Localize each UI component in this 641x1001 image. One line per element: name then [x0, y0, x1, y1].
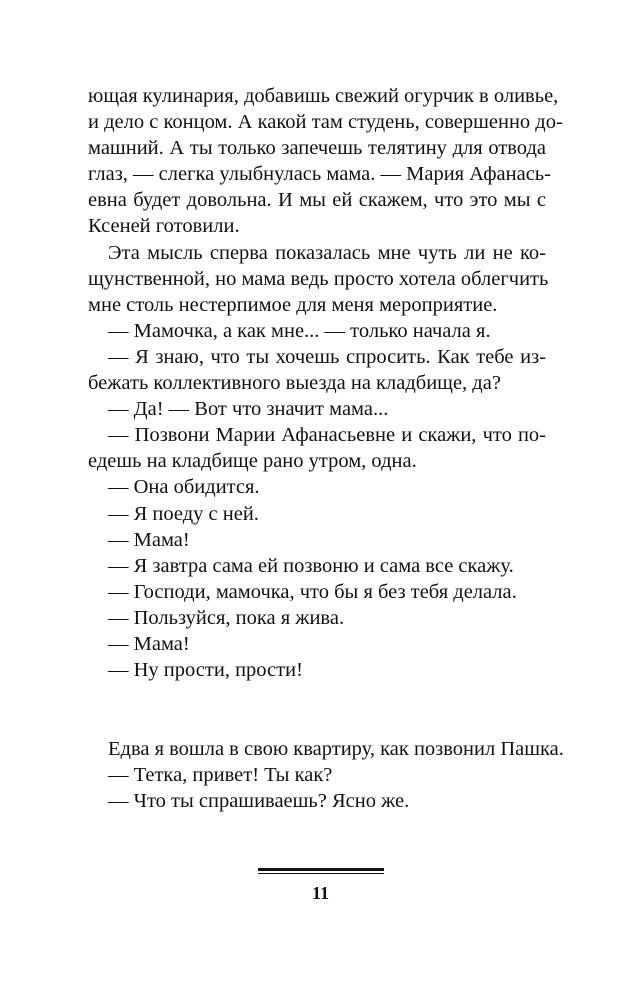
footer-rule-thin: [258, 873, 384, 874]
text-line: — Я поеду с ней.: [108, 502, 259, 525]
paragraph: [88, 605, 546, 631]
text-line: бежать коллективного выезда на кладбище, да?: [88, 372, 501, 395]
text-line: — Да! — Вот что значит мама...: [108, 398, 389, 421]
text-line: машний. А ты только запечешь телятину для отвода: [88, 137, 546, 160]
text-line: — Тетка, привет! Ты как?: [108, 764, 333, 787]
page-footer: [0, 868, 641, 904]
paragraph: [88, 344, 546, 396]
paragraph: [88, 396, 546, 422]
paragraph: [88, 657, 546, 683]
paragraph: [88, 553, 546, 579]
paragraph: [88, 579, 546, 605]
paragraph: [88, 474, 546, 500]
paragraph: [88, 788, 546, 814]
text-line: — Я знаю, что ты хочешь спросить. Как тебе из-: [108, 345, 546, 368]
text-line: глаз, — слегка улыбнулась мама. — Мария Афанась-: [88, 163, 551, 186]
text-line: — Мама!: [108, 632, 190, 655]
paragraph: [88, 631, 546, 657]
text-line: едешь на кладбище рано утром, одна.: [88, 450, 417, 473]
body-text: [88, 83, 564, 814]
text-line: — Она обидится.: [108, 476, 260, 499]
text-line: — Пользуйся, пока я жива.: [108, 606, 345, 629]
text-line: ющая кулинария, добавишь свежий огурчик в оливье,: [88, 85, 559, 107]
paragraph: [88, 318, 546, 344]
paragraph: [88, 422, 546, 474]
text-line: — Ну прости, прости!: [108, 659, 303, 682]
footer-rule-thick: [258, 868, 384, 871]
text-line: — Позвони Марии Афанасьевне и скажи, что по-: [108, 424, 546, 447]
text-line: евна будет довольна. И мы ей скажем, что это мы с: [88, 189, 546, 212]
page-number: 11: [311, 883, 329, 903]
paragraph: [88, 762, 546, 788]
paragraph: [88, 240, 549, 318]
text-line: — Господи, мамочка, что бы я без тебя делала.: [108, 580, 517, 603]
text-line: — Мамочка, а как мне... — только начала я.: [108, 319, 491, 342]
paragraph: [88, 736, 564, 762]
text-line: Ксеней готовили.: [88, 215, 240, 238]
paragraph: [88, 83, 563, 240]
text-line: мне столь нестерпимое для меня мероприятие.: [88, 293, 498, 316]
text-line: щунственной, но мама ведь просто хотела облегчить: [88, 267, 549, 290]
paragraph: [88, 527, 546, 553]
section-break: [88, 683, 546, 736]
paragraph: [88, 501, 546, 527]
text-line: — Я завтра сама ей позвоню и сама все скажу.: [108, 554, 514, 577]
text-line: Едва я вошла в свою квартиру, как позвонил Пашка.: [108, 738, 564, 761]
text-line: и дело с концом. А какой там студень, совершенно до-: [88, 111, 563, 134]
text-line: — Мама!: [108, 528, 190, 551]
text-line: Эта мысль сперва показалась мне чуть ли не ко-: [108, 241, 546, 264]
text-line: — Что ты спрашиваешь? Ясно же.: [108, 790, 410, 813]
